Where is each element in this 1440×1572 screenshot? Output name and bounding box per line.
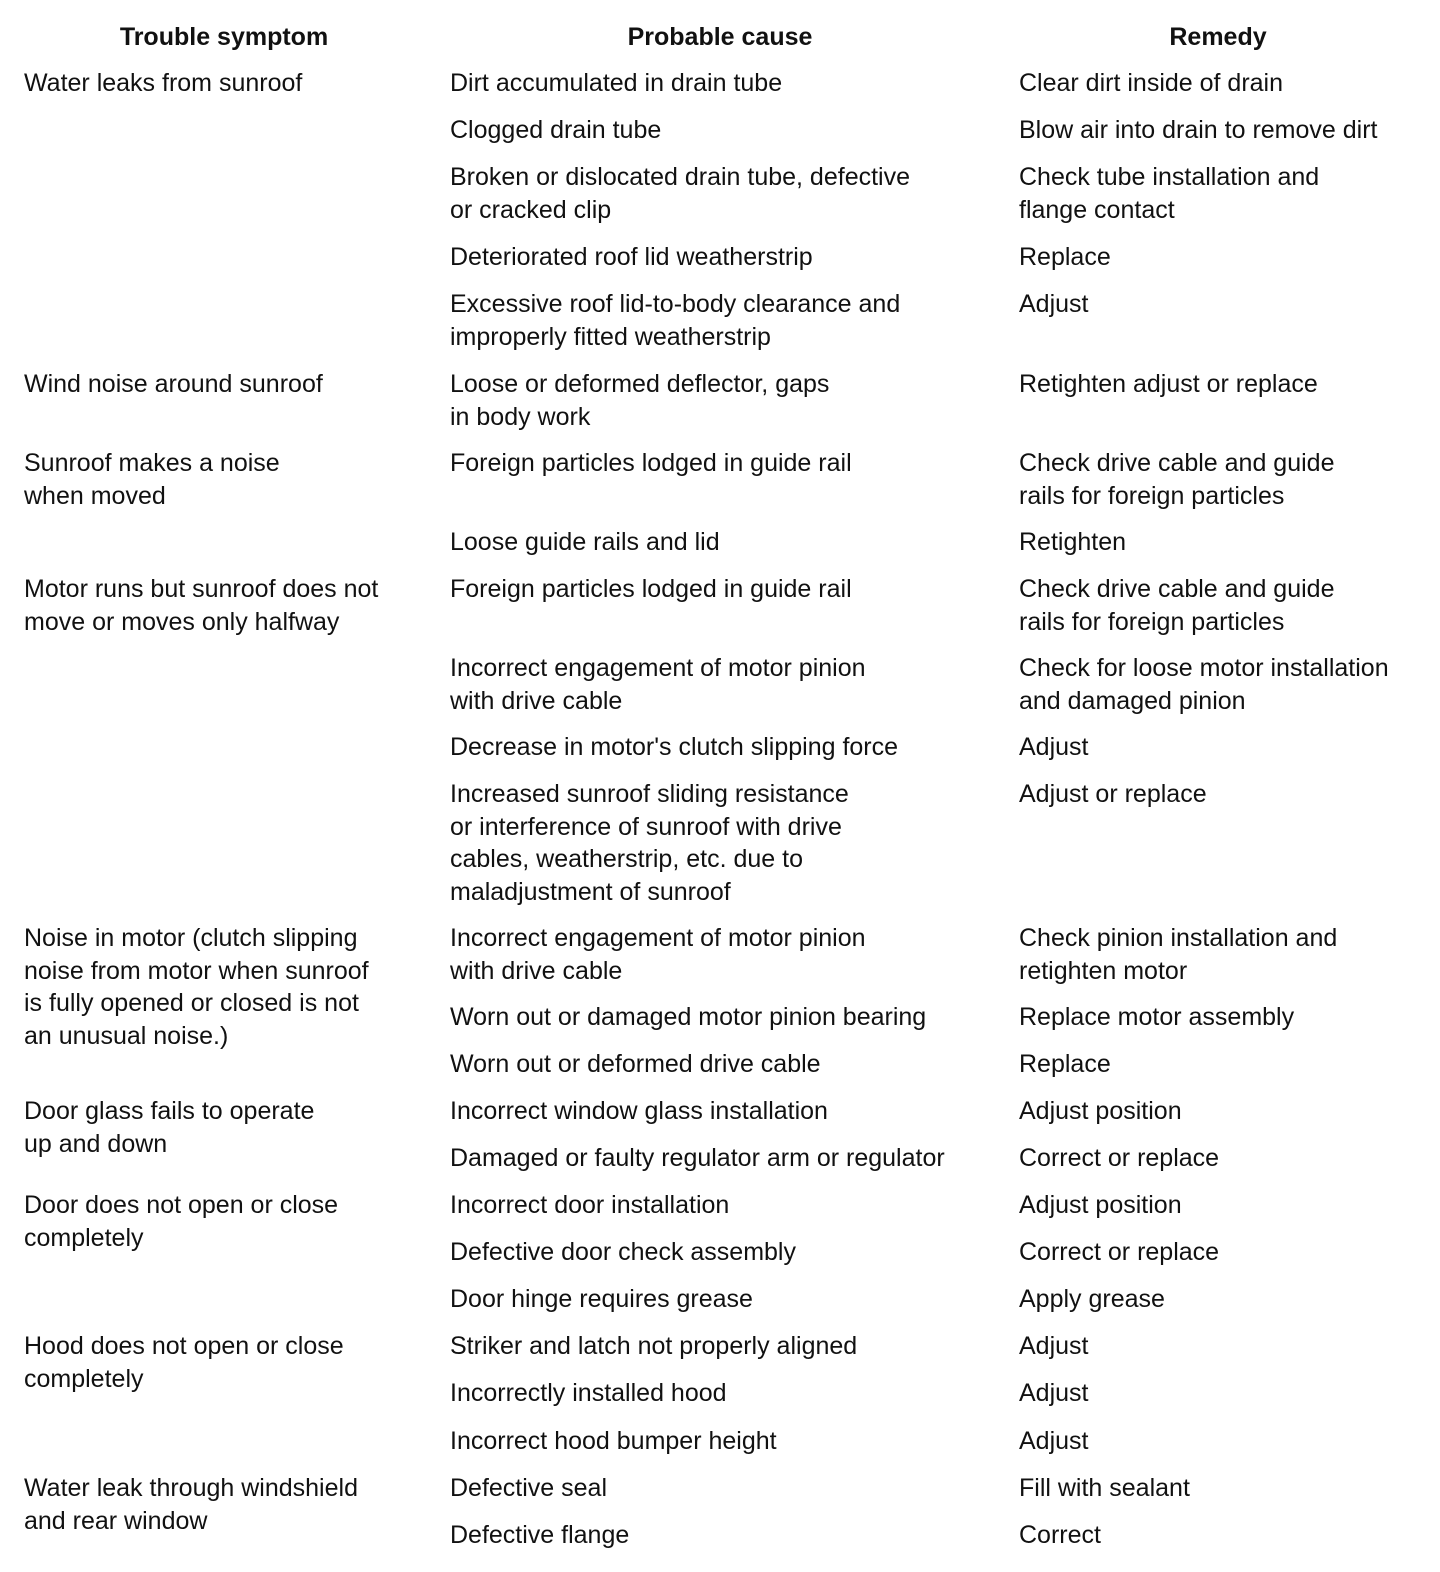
remedy-cell: Retighten adjust or replace [1019,370,1318,398]
cause-cell: Broken or dislocated drain tube, defective or cracked clip [450,163,910,224]
cause-cell: Decrease in motor's clutch slipping force [450,733,899,761]
remedy-cell: Adjust or replace [1019,780,1207,808]
remedy-cell: Replace [1019,243,1111,271]
cause-cell: Incorrect window glass installation [450,1097,828,1125]
cause-cell: Foreign particles lodged in guide rail [450,449,852,477]
cause-cell: Dirt accumulated in drain tube [450,69,783,97]
header-probable-cause: Probable cause [627,23,813,51]
remedy-cell: Check pinion installation and retighten motor [1019,924,1338,985]
cause-cell: Defective seal [450,1474,608,1502]
cause-cell: Excessive roof lid-to-body clearance and improperly fitted weatherstrip [450,290,901,351]
cause-cell: Incorrectly installed hood [450,1379,727,1407]
remedy-cell: Correct or replace [1019,1144,1220,1172]
cause-cell: Striker and latch not properly aligned [450,1332,858,1360]
cause-cell: Defective flange [450,1521,630,1549]
symptom-cell: Water leaks from sunroof [24,69,303,97]
remedy-cell: Adjust [1019,1379,1089,1407]
remedy-cell: Adjust position [1019,1191,1182,1219]
cause-cell: Increased sunroof sliding resistance or interference of sunroof with drive cables, weatherstrip, etc. due to maladjustment of sunroof [450,780,849,906]
cause-cell: Defective door check assembly [450,1238,796,1266]
remedy-cell: Adjust [1019,1332,1089,1360]
remedy-cell: Correct [1019,1521,1101,1549]
remedy-cell: Fill with sealant [1019,1474,1190,1502]
symptom-cell: Hood does not open or close completely [24,1332,344,1393]
remedy-cell: Check tube installation and flange contact [1019,163,1320,224]
remedy-cell: Check for loose motor installation and damaged pinion [1019,654,1389,715]
symptom-cell: Sunroof makes a noise when moved [24,449,280,510]
remedy-cell: Correct or replace [1019,1238,1220,1266]
cause-cell: Door hinge requires grease [450,1285,753,1313]
cause-cell: Incorrect door installation [450,1191,730,1219]
symptom-cell: Water leak through windshield and rear window [24,1474,358,1535]
remedy-cell: Adjust [1019,733,1089,761]
remedy-cell: Adjust position [1019,1097,1182,1125]
cause-cell: Incorrect engagement of motor pinion with drive cable [450,654,866,715]
header-trouble-symptom: Trouble symptom [119,23,329,51]
header-remedy: Remedy [1169,23,1267,51]
cause-cell: Worn out or deformed drive cable [450,1050,821,1078]
cause-cell: Worn out or damaged motor pinion bearing [450,1003,927,1031]
remedy-cell: Retighten [1019,528,1127,556]
cause-cell: Incorrect engagement of motor pinion with drive cable [450,924,866,985]
cause-cell: Incorrect hood bumper height [450,1427,777,1455]
cause-cell: Loose or deformed deflector, gaps in body work [450,370,830,431]
cause-cell: Damaged or faulty regulator arm or regulator [450,1144,945,1172]
remedy-cell: Adjust [1019,290,1089,318]
remedy-cell: Blow air into drain to remove dirt [1019,116,1378,144]
cause-cell: Clogged drain tube [450,116,662,144]
cause-cell: Deteriorated roof lid weatherstrip [450,243,813,271]
remedy-cell: Apply grease [1019,1285,1165,1313]
symptom-cell: Door does not open or close completely [24,1191,339,1252]
symptom-cell: Wind noise around sunroof [24,370,323,398]
remedy-cell: Clear dirt inside of drain [1019,69,1284,97]
remedy-cell: Check drive cable and guide rails for foreign particles [1019,575,1335,636]
cause-cell: Foreign particles lodged in guide rail [450,575,852,603]
symptom-cell: Door glass fails to operate up and down [24,1097,315,1158]
symptom-cell: Noise in motor (clutch slipping noise from motor when sunroof is fully opened or closed is not an unusual noise.) [24,924,369,1050]
remedy-cell: Replace [1019,1050,1111,1078]
remedy-cell: Adjust [1019,1427,1089,1455]
symptom-cell: Motor runs but sunroof does not move or moves only halfway [24,575,379,636]
remedy-cell: Replace motor assembly [1019,1003,1295,1031]
remedy-cell: Check drive cable and guide rails for foreign particles [1019,449,1335,510]
cause-cell: Loose guide rails and lid [450,528,720,556]
